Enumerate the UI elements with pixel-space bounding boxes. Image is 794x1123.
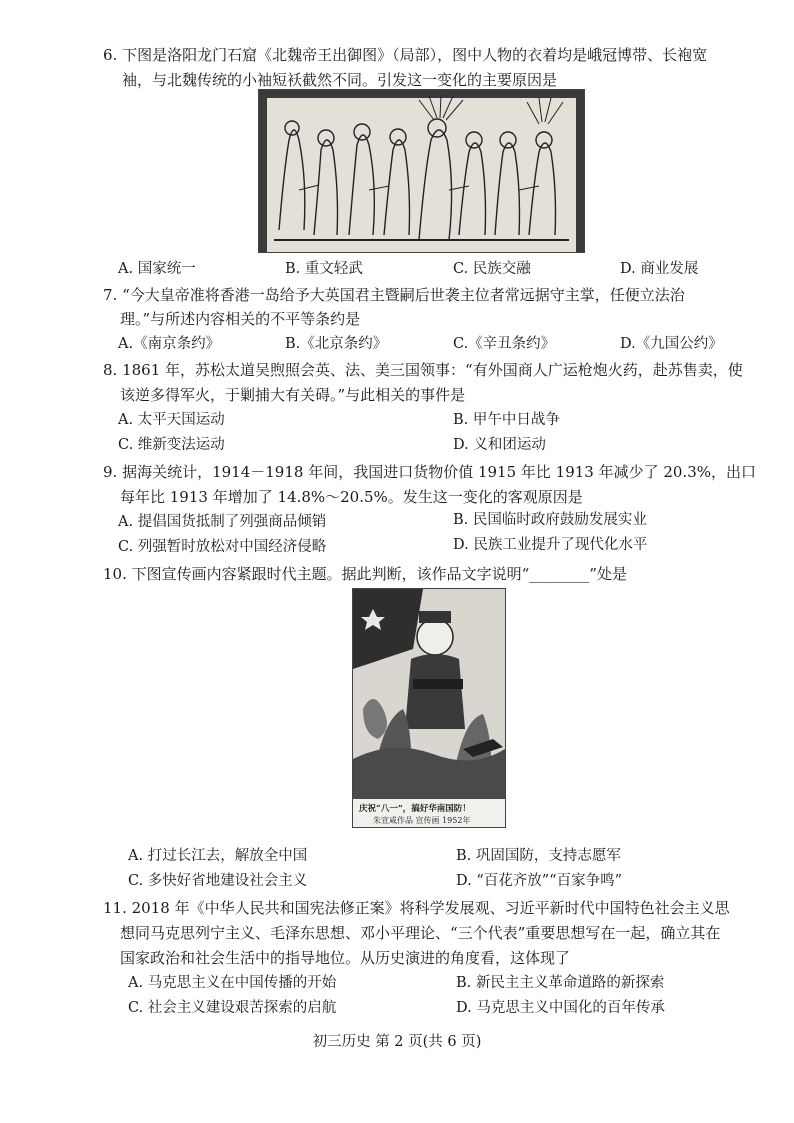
q7-option-c: C.《辛丑条约》 <box>453 336 556 352</box>
page-footer: 初三历史 第 2 页(共 6 页) <box>312 1034 482 1050</box>
q8-option-b: B. 甲午中日战争 <box>453 412 560 428</box>
q6-option-a: A. 国家统一 <box>118 261 196 277</box>
q7-option-a: A.《南京条约》 <box>118 336 221 352</box>
q11-option-b: B. 新民主主义革命道路的新探索 <box>456 975 665 991</box>
q11-stem-line3: 国家政治和社会生活中的指导地位。从历史演进的角度看，这体现了 <box>120 949 571 967</box>
q10-option-a: A. 打过长江去，解放全中国 <box>128 848 308 864</box>
q9-stem-line2: 每年比 1913 年增加了 14.8%～20.5%。发生这一变化的客观原因是 <box>120 488 583 506</box>
q8-option-a: A. 太平天国运动 <box>118 412 225 428</box>
q6-stem-line2: 袖，与北魏传统的小袖短袄截然不同。引发这一变化的主要原因是 <box>122 71 558 89</box>
q10-option-b: B. 巩固国防，支持志愿军 <box>456 848 621 864</box>
q11-option-d: D. 马克思主义中国化的百年传承 <box>456 1000 665 1016</box>
q11-stem-line1: 11. 2018 年《中华人民共和国宪法修正案》将科学发展观、习近平新时代中国特色社会主义思 <box>103 899 730 917</box>
q10-stem-line1: 10. 下图宣传画内容紧跟时代主题。据此判断，该作品文字说明“________”处是 <box>103 565 627 583</box>
q8-stem-line2: 该逆多得军火，于剿捕大有关碍。”与此相关的事件是 <box>120 386 466 404</box>
q10-option-d: D. “百花齐放”“百家争鸣” <box>456 873 622 889</box>
q6-option-b: B. 重文轻武 <box>285 261 363 277</box>
q6-option-c: C. 民族交融 <box>453 261 531 277</box>
q9-option-b: B. 民国临时政府鼓励发展实业 <box>453 512 647 528</box>
q6-stem-line1: 6. 下图是洛阳龙门石窟《北魏帝王出御图》（局部），图中人物的衣着均是峨冠博带、长袍宽 <box>103 46 708 64</box>
q9-stem-line1: 9. 据海关统计，1914－1918 年间，我国进口货物价值 1915 年比 1913 年减少了 20.3%，出口 <box>103 463 757 481</box>
relief-illustration <box>259 90 584 252</box>
q7-stem-line1: 7. “今大皇帝准将香港一岛给予大英国君主暨嗣后世袭主位者常远据守主掌，任便立法治 <box>103 286 685 304</box>
q9-option-a: A. 提倡国货抵制了列强商品倾销 <box>118 514 327 530</box>
q10-option-c: C. 多快好省地建设社会主义 <box>128 873 308 889</box>
q11-option-c: C. 社会主义建设艰苦探索的启航 <box>128 1000 337 1016</box>
relief-figure <box>258 89 585 253</box>
poster-illustration <box>353 589 505 799</box>
poster-credit: 朱宣咸作品 宣传画 1952年 <box>373 816 471 825</box>
q7-option-d: D.《九国公约》 <box>620 336 723 352</box>
poster-slogan: 庆祝“八一”，搞好华南国防！ <box>359 804 471 814</box>
q7-stem-line2: 理。”与所述内容相关的不平等条约是 <box>120 310 361 328</box>
q9-option-d: D. 民族工业提升了现代化水平 <box>453 537 648 553</box>
q11-stem-line2: 想同马克思列宁主义、毛泽东思想、邓小平理论、“三个代表”重要思想写在一起，确立其在 <box>120 924 721 942</box>
q11-option-a: A. 马克思主义在中国传播的开始 <box>128 975 337 991</box>
propaganda-poster <box>352 588 506 828</box>
q6-option-d: D. 商业发展 <box>620 261 699 277</box>
q7-option-b: B.《北京条约》 <box>285 336 388 352</box>
q8-stem-line1: 8. 1861 年，苏松太道吴煦照会英、法、美三国领事：“有外国商人广运枪炮火药，赴苏售卖，使 <box>103 361 743 379</box>
q8-option-d: D. 义和团运动 <box>453 437 546 453</box>
q8-option-c: C. 维新变法运动 <box>118 437 225 453</box>
q9-option-c: C. 列强暂时放松对中国经济侵略 <box>118 539 327 555</box>
